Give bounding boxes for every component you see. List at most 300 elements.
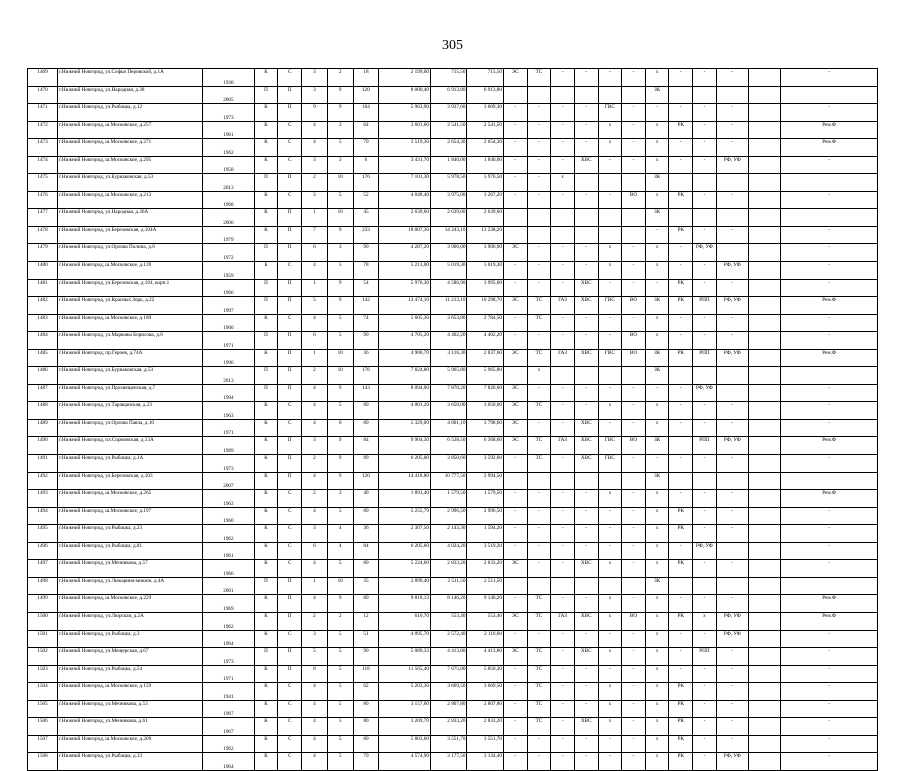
cell-insulation: - xyxy=(716,402,748,420)
table-row xyxy=(28,490,878,508)
cell-row-number: 1474 xyxy=(28,156,58,174)
cell-power-supply: - xyxy=(503,595,527,613)
cell-row-number: 1502 xyxy=(28,648,58,666)
cell-cold-water xyxy=(574,209,598,227)
cell-drainage: - xyxy=(622,104,646,122)
table-row xyxy=(28,507,878,525)
cell-heat-supply: - xyxy=(527,542,551,560)
cell-year-built: 2007 xyxy=(203,472,255,490)
cell-wall-material: П xyxy=(254,332,278,350)
cell-total-area: 7 101,30 xyxy=(379,174,431,192)
cell-extra xyxy=(748,121,780,139)
cell-power-supply: - xyxy=(503,507,527,525)
cell-year-built: 1979 xyxy=(203,226,255,244)
cell-hot-water: - xyxy=(598,507,622,525)
cell-hot-water: ГВС xyxy=(598,455,622,473)
cell-address: г.Нижний Новгород, ул.Народная, д.38 xyxy=(58,86,203,104)
cell-cold-water: ХВС xyxy=(574,279,598,297)
cell-living-area: 3 551,70 xyxy=(430,735,467,753)
cell-insulation: - xyxy=(716,455,748,473)
cell-entrances: 3 xyxy=(302,630,328,648)
cell-power-supply: - xyxy=(503,262,527,280)
cell-year-built: 1962 xyxy=(203,735,255,753)
cell-floors: 5 xyxy=(327,630,353,648)
cell-wall-material: К xyxy=(254,665,278,683)
cell-extra xyxy=(748,174,780,192)
cell-elevator: - xyxy=(693,104,717,122)
cell-insulation: РФ, УФ xyxy=(716,630,748,648)
cell-address: г.Нижний Новгород, ш.Московское, д.271 xyxy=(58,139,203,157)
cell-roof: РК xyxy=(669,349,693,367)
cell-entrances: 3 xyxy=(302,86,328,104)
cell-apartment-area: 5 019,30 xyxy=(467,262,504,280)
cell-address: г.Нижний Новгород, ул.Рыбацка, д.1А xyxy=(58,455,203,473)
cell-facade: х xyxy=(645,542,669,560)
cell-address: г.Нижний Новгород, ул.Орлова Полина, д.6 xyxy=(58,244,203,262)
cell-entrances: 8 xyxy=(302,665,328,683)
cell-facade: ЗК xyxy=(645,86,669,104)
cell-floors: 6 xyxy=(327,419,353,437)
cell-elevator: - xyxy=(693,69,717,87)
cell-drainage: - xyxy=(622,560,646,578)
cell-total-area: 4 705,20 xyxy=(379,332,431,350)
cell-wall-material: К xyxy=(254,226,278,244)
cell-apartment-area: 3 669,50 xyxy=(467,683,504,701)
cell-roof xyxy=(669,86,693,104)
cell-apartment-area: 2 837,60 xyxy=(467,349,504,367)
cell-living-area: 3 937,60 xyxy=(430,104,467,122)
cell-elevator: - xyxy=(693,139,717,157)
cell-wall-material: П xyxy=(254,244,278,262)
cell-total-area: 5 203,30 xyxy=(379,683,431,701)
cell-power-supply: - xyxy=(503,665,527,683)
cell-apartments: 80 xyxy=(353,560,379,578)
cell-floors: 5 xyxy=(327,402,353,420)
cell-drainage: - xyxy=(622,507,646,525)
cell-facade: ЗК xyxy=(645,174,669,192)
cell-category: П xyxy=(278,349,302,367)
cell-facade: х xyxy=(645,139,669,157)
cell-insulation: - xyxy=(716,419,748,437)
cell-year-built: 1960 xyxy=(203,507,255,525)
cell-roof xyxy=(669,209,693,227)
cell-row-number: 1478 xyxy=(28,226,58,244)
cell-power-supply xyxy=(503,472,527,490)
cell-insulation xyxy=(716,86,748,104)
cell-wall-material: К xyxy=(254,121,278,139)
cell-year-built: 1967 xyxy=(203,700,255,718)
cell-apartment-area: 1 594,20 xyxy=(467,525,504,543)
cell-gas-supply: - xyxy=(551,595,575,613)
cell-living-area: 5 978,50 xyxy=(430,174,467,192)
cell-gas-supply: - xyxy=(551,542,575,560)
cell-year-built: 1973 xyxy=(203,648,255,666)
cell-gas-supply: - xyxy=(551,384,575,402)
cell-repair-fund: - xyxy=(781,630,878,648)
cell-living-area: 7 870,20 xyxy=(430,384,467,402)
cell-total-area: 3 431,70 xyxy=(379,156,431,174)
cell-repair-fund: Рем.Ф xyxy=(781,349,878,367)
cell-apartments: 84 xyxy=(353,542,379,560)
cell-power-supply: - xyxy=(503,753,527,771)
cell-drainage: - xyxy=(622,595,646,613)
cell-hot-water: х xyxy=(598,139,622,157)
cell-apartment-area: 2 654,30 xyxy=(467,139,504,157)
cell-roof: - xyxy=(669,104,693,122)
cell-roof: РК xyxy=(669,560,693,578)
cell-extra xyxy=(748,367,780,385)
cell-apartments: 89 xyxy=(353,455,379,473)
cell-insulation: РФ, УФ xyxy=(716,612,748,630)
cell-roof: РК xyxy=(669,191,693,209)
cell-power-supply: - xyxy=(503,279,527,297)
cell-year-built: 1962 xyxy=(203,139,255,157)
cell-living-area: 11 213,10 xyxy=(430,297,467,315)
cell-repair-fund xyxy=(781,472,878,490)
cell-extra xyxy=(748,402,780,420)
cell-facade: - xyxy=(645,455,669,473)
cell-category: С xyxy=(278,490,302,508)
cell-repair-fund: - xyxy=(781,244,878,262)
cell-insulation: - xyxy=(716,490,748,508)
cell-living-area: 3 906,00 xyxy=(430,244,467,262)
cell-elevator: - xyxy=(693,753,717,771)
cell-repair-fund: - xyxy=(781,156,878,174)
cell-heat-supply: - xyxy=(527,262,551,280)
cell-apartments: 84 xyxy=(353,437,379,455)
cell-insulation xyxy=(716,542,748,560)
cell-year-built: 1962 xyxy=(203,525,255,543)
cell-entrances: 4 xyxy=(302,419,328,437)
cell-year-built: 1958 xyxy=(203,156,255,174)
cell-address: г.Нижний Новгород, ул.Мещерская, д.67 xyxy=(58,648,203,666)
cell-apartments: 90 xyxy=(353,244,379,262)
cell-floors: 10 xyxy=(327,577,353,595)
cell-cold-water: ХВС xyxy=(574,612,598,630)
cell-row-number: 1508 xyxy=(28,753,58,771)
cell-apartments: 80 xyxy=(353,402,379,420)
cell-apartment-area: 2 639,60 xyxy=(467,209,504,227)
cell-category: С xyxy=(278,718,302,736)
cell-year-built: 1971 xyxy=(203,419,255,437)
cell-apartment-area: 2 807,80 xyxy=(467,700,504,718)
cell-floors: 2 xyxy=(327,612,353,630)
cell-apartment-area: 5 965,80 xyxy=(467,367,504,385)
cell-year-built: 1971 xyxy=(203,665,255,683)
cell-gas-supply: - xyxy=(551,104,575,122)
cell-living-area: 7 675,00 xyxy=(430,665,467,683)
cell-entrances: 4 xyxy=(302,384,328,402)
cell-wall-material: К xyxy=(254,419,278,437)
cell-heat-supply: ТС xyxy=(527,718,551,736)
cell-elevator: - xyxy=(693,718,717,736)
cell-hot-water xyxy=(598,472,622,490)
cell-roof: - xyxy=(669,69,693,87)
cell-gas-supply: - xyxy=(551,665,575,683)
table-row xyxy=(28,648,878,666)
cell-address: г.Нижний Новгород, ул.Рыбацка, д.3 xyxy=(58,630,203,648)
table-row xyxy=(28,437,878,455)
cell-category: П xyxy=(278,297,302,315)
cell-year-built: 1996 xyxy=(203,349,255,367)
cell-gas-supply xyxy=(551,226,575,244)
cell-cold-water xyxy=(574,174,598,192)
cell-hot-water: х xyxy=(598,612,622,630)
cell-gas-supply: - xyxy=(551,121,575,139)
cell-year-built: 1972 xyxy=(203,244,255,262)
cell-living-area: 5 019,30 xyxy=(430,262,467,280)
cell-apartments: 90 xyxy=(353,648,379,666)
cell-total-area: 5 329,00 xyxy=(379,419,431,437)
cell-heat-supply: - xyxy=(527,332,551,350)
cell-extra xyxy=(748,191,780,209)
cell-elevator: - xyxy=(693,630,717,648)
cell-total-area: 4 095,70 xyxy=(379,630,431,648)
cell-floors: 5 xyxy=(327,507,353,525)
cell-power-supply: - xyxy=(503,314,527,332)
cell-cold-water: - xyxy=(574,753,598,771)
cell-gas-supply: - xyxy=(551,753,575,771)
cell-hot-water: - xyxy=(598,542,622,560)
cell-category: С xyxy=(278,507,302,525)
cell-row-number: 1499 xyxy=(28,595,58,613)
cell-extra xyxy=(748,577,780,595)
cell-extra xyxy=(748,648,780,666)
cell-heat-supply: - xyxy=(527,244,551,262)
cell-insulation: - xyxy=(716,648,748,666)
cell-gas-supply xyxy=(551,209,575,227)
cell-year-built: 1968 xyxy=(203,191,255,209)
cell-repair-fund: - xyxy=(781,700,878,718)
cell-roof: РК xyxy=(669,735,693,753)
table-row xyxy=(28,297,878,315)
cell-extra xyxy=(748,560,780,578)
cell-facade: х xyxy=(645,648,669,666)
cell-address: г.Нижний Новгород, ул.Березовская, д.104А xyxy=(58,226,203,244)
cell-gas-supply: - xyxy=(551,648,575,666)
cell-total-area: 1 891,40 xyxy=(379,490,431,508)
cell-total-area: 8 000,40 xyxy=(379,86,431,104)
cell-drainage xyxy=(622,577,646,595)
cell-facade: х xyxy=(645,332,669,350)
cell-heat-supply: - xyxy=(527,490,551,508)
cell-wall-material: К xyxy=(254,595,278,613)
cell-floors: 5 xyxy=(327,191,353,209)
cell-wall-material: К xyxy=(254,735,278,753)
cell-repair-fund: Рем.Ф xyxy=(781,297,878,315)
cell-cold-water: - xyxy=(574,121,598,139)
cell-elevator: РФ, УФ xyxy=(693,244,717,262)
cell-gas-supply xyxy=(551,577,575,595)
cell-row-number: 1471 xyxy=(28,104,58,122)
cell-wall-material: К xyxy=(254,437,278,455)
cell-total-area: 8 094,00 xyxy=(379,384,431,402)
cell-hot-water: ГВС xyxy=(598,349,622,367)
cell-apartment-area: 9 146,20 xyxy=(467,595,504,613)
cell-elevator: - xyxy=(693,507,717,525)
table-row xyxy=(28,402,878,420)
cell-apartment-area: 5 850,30 xyxy=(467,665,504,683)
cell-facade: х xyxy=(645,700,669,718)
cell-facade: - xyxy=(645,104,669,122)
cell-apartments: 176 xyxy=(353,367,379,385)
cell-cold-water: ХВС xyxy=(574,419,598,437)
cell-repair-fund: - xyxy=(781,560,878,578)
cell-row-number: 1489 xyxy=(28,419,58,437)
cell-entrances: 2 xyxy=(302,455,328,473)
cell-apartment-area: 6 913,80 xyxy=(467,86,504,104)
cell-apartment-area: 4 413,80 xyxy=(467,648,504,666)
cell-elevator: - xyxy=(693,683,717,701)
cell-cold-water: ХВС xyxy=(574,455,598,473)
table-row xyxy=(28,630,878,648)
cell-entrances: 4 xyxy=(302,700,328,718)
cell-floors: 4 xyxy=(327,525,353,543)
cell-gas-supply: - xyxy=(551,279,575,297)
cell-facade: х xyxy=(645,262,669,280)
cell-power-supply: - xyxy=(503,139,527,157)
cell-address: г.Нижний Новгород, ул.Березовская, д.104, корп.1 xyxy=(58,279,203,297)
cell-cold-water: - xyxy=(574,332,598,350)
cell-drainage xyxy=(622,472,646,490)
cell-drainage: - xyxy=(622,262,646,280)
cell-address: г.Нижний Новгород, ул.Рыбацка, д.13 xyxy=(58,753,203,771)
cell-gas-supply: - xyxy=(551,683,575,701)
cell-gas-supply: - xyxy=(551,507,575,525)
cell-elevator: - xyxy=(693,525,717,543)
cell-insulation: - xyxy=(716,332,748,350)
cell-cold-water: - xyxy=(574,139,598,157)
cell-heat-supply xyxy=(527,86,551,104)
cell-cold-water: - xyxy=(574,191,598,209)
cell-hot-water: х xyxy=(598,683,622,701)
cell-hot-water xyxy=(598,367,622,385)
cell-address: г.Нижний Новгород, ул.Таращанская, д.23 xyxy=(58,402,203,420)
cell-drainage: ВО xyxy=(622,332,646,350)
cell-heat-supply xyxy=(527,226,551,244)
cell-floors: 3 xyxy=(327,490,353,508)
cell-wall-material: К xyxy=(254,191,278,209)
cell-elevator: РПП xyxy=(693,297,717,315)
cell-facade: х xyxy=(645,665,669,683)
cell-wall-material: К xyxy=(254,525,278,543)
cell-floors: 9 xyxy=(327,279,353,297)
table-row xyxy=(28,226,878,244)
cell-address: г.Нижний Новгород, ул.Марковы Борисова, д.6 xyxy=(58,332,203,350)
cell-elevator: - xyxy=(693,700,717,718)
cell-insulation: - xyxy=(716,226,748,244)
cell-living-area: 2 541,50 xyxy=(430,121,467,139)
cell-apartments: 80 xyxy=(353,419,379,437)
cell-address: г.Нижний Новгород, ш.Московское, д.265 xyxy=(58,490,203,508)
cell-roof: - xyxy=(669,384,693,402)
cell-apartments: 143 xyxy=(353,384,379,402)
cell-insulation: - xyxy=(716,683,748,701)
cell-heat-supply: - xyxy=(527,121,551,139)
cell-year-built: 1930 xyxy=(203,69,255,87)
cell-power-supply: ЭС xyxy=(503,244,527,262)
cell-extra xyxy=(748,472,780,490)
cell-hot-water xyxy=(598,209,622,227)
cell-apartments: 176 xyxy=(353,174,379,192)
cell-insulation: - xyxy=(716,314,748,332)
cell-facade: х xyxy=(645,753,669,771)
cell-extra xyxy=(748,156,780,174)
cell-row-number: 1504 xyxy=(28,683,58,701)
table-row xyxy=(28,542,878,560)
cell-cold-water xyxy=(574,226,598,244)
cell-living-area: 3 850,60 xyxy=(430,455,467,473)
cell-living-area: 6 538,50 xyxy=(430,437,467,455)
table-row xyxy=(28,104,878,122)
cell-entrances: 1 xyxy=(302,279,328,297)
cell-hot-water: - xyxy=(598,630,622,648)
cell-address: г.Нижний Новгород, ул.Мечникова, д.57 xyxy=(58,560,203,578)
cell-extra xyxy=(748,226,780,244)
table-row xyxy=(28,577,878,595)
cell-apartments: 36 xyxy=(353,525,379,543)
cell-year-built: 2006 xyxy=(203,209,255,227)
cell-facade: х xyxy=(645,525,669,543)
cell-gas-supply: - xyxy=(551,735,575,753)
cell-power-supply: ЭС xyxy=(503,419,527,437)
cell-apartment-area: 4 402,20 xyxy=(467,332,504,350)
cell-extra xyxy=(748,612,780,630)
cell-apartments: 35 xyxy=(353,577,379,595)
cell-address: г.Нижний Новгород, ш.Московское, д.189 xyxy=(58,314,203,332)
cell-year-built: 2013 xyxy=(203,174,255,192)
cell-entrances: 5 xyxy=(302,648,328,666)
cell-drainage: ВО xyxy=(622,437,646,455)
cell-power-supply: - xyxy=(503,174,527,192)
cell-insulation: - xyxy=(716,735,748,753)
cell-hot-water: х xyxy=(598,121,622,139)
cell-roof: РК xyxy=(669,683,693,701)
cell-apartments: 80 xyxy=(353,718,379,736)
cell-insulation: - xyxy=(716,700,748,718)
cell-entrances: 2 xyxy=(302,367,328,385)
cell-wall-material: К xyxy=(254,700,278,718)
table-row xyxy=(28,262,878,280)
cell-hot-water: х xyxy=(598,718,622,736)
cell-living-area: 4 001,10 xyxy=(430,419,467,437)
cell-heat-supply: ТС xyxy=(527,700,551,718)
cell-entrances: 3 xyxy=(302,69,328,87)
cell-entrances: 1 xyxy=(302,209,328,227)
cell-apartments: 62 xyxy=(353,683,379,701)
cell-living-area: 6 913,80 xyxy=(430,86,467,104)
cell-apartments: 79 xyxy=(353,753,379,771)
cell-wall-material: П xyxy=(254,86,278,104)
cell-living-area: 3 650,00 xyxy=(430,402,467,420)
cell-wall-material: П xyxy=(254,577,278,595)
cell-insulation: - xyxy=(716,718,748,736)
cell-apartment-area: 3 134,40 xyxy=(467,753,504,771)
cell-wall-material: Б xyxy=(254,262,278,280)
cell-cold-water xyxy=(574,577,598,595)
cell-extra xyxy=(748,700,780,718)
cell-roof: РК xyxy=(669,279,693,297)
cell-cold-water: - xyxy=(574,402,598,420)
cell-repair-fund: - xyxy=(781,69,878,87)
cell-row-number: 1484 xyxy=(28,332,58,350)
cell-insulation xyxy=(716,577,748,595)
cell-power-supply: - xyxy=(503,525,527,543)
cell-living-area: 3 975,00 xyxy=(430,191,467,209)
cell-elevator: - xyxy=(693,191,717,209)
cell-year-built: 2005 xyxy=(203,86,255,104)
cell-hot-water: х xyxy=(598,648,622,666)
